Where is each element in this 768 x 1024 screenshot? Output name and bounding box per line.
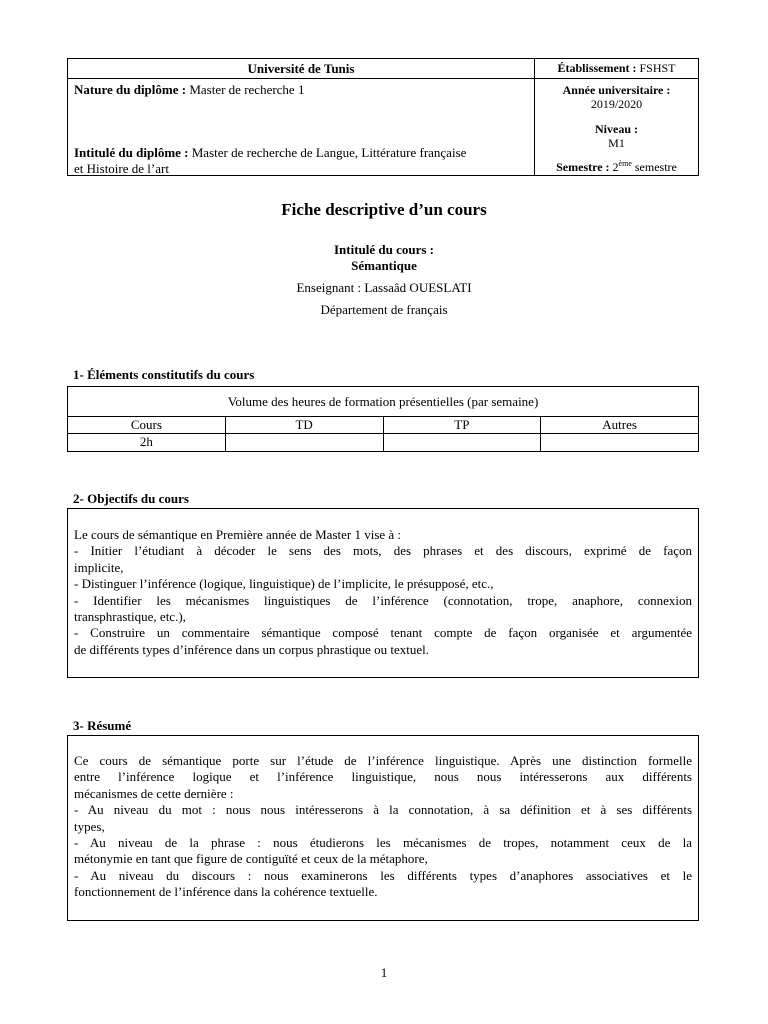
- resume-line: - Au niveau du mot : nous nous intéresserons à la connotation, à sa définition et à ses différents: [74, 802, 692, 818]
- resume-line: - Au niveau du discours : nous examinerons les différents types d’anaphores associatives et le: [74, 867, 692, 883]
- header-left: [68, 59, 535, 175]
- resume-line: mécanismes de cette dernière :: [74, 785, 234, 801]
- department: Département de français: [320, 302, 448, 317]
- objectif-line: - Identifier les mécanismes linguistiques de l’inférence (connotation, trope, anaphore, connexion: [74, 592, 692, 608]
- volume-header-row: [68, 417, 698, 434]
- section-2-title: 2- Objectifs du cours: [73, 491, 189, 506]
- section-3-title: 3- Résumé: [73, 718, 132, 733]
- objectif-line: Le cours de sémantique en Première année de Master 1 vise à :: [74, 527, 402, 542]
- val-tp: [384, 434, 542, 451]
- objectifs-box: [67, 508, 699, 678]
- resume-line: métonymie en tant que figure de contiguïté et ceux de la métaphore,: [74, 851, 428, 867]
- resume-line: fonctionnement de l’inférence dans la cohérence textuelle.: [74, 884, 378, 900]
- header-right: [535, 59, 698, 175]
- objectif-line: de différents types d’inférence dans un corpus phrastique ou textuel.: [74, 641, 429, 657]
- course-title-value: Sémantique: [351, 258, 417, 273]
- teacher: Enseignant : Lassaâd OUESLATI: [296, 280, 472, 295]
- val-autres: [541, 434, 698, 451]
- resume-line: - Au niveau de la phrase : nous étudierons les mécanismes de tropes, notamment ceux de la: [74, 835, 692, 851]
- volume-value-row: [68, 434, 698, 451]
- objectif-line: transphrastique, etc.),: [74, 609, 186, 625]
- volume-table-title: Volume des heures de formation présentielles (par semaine): [68, 387, 698, 417]
- volume-table: [67, 386, 699, 452]
- resume-line: entre l’inférence logique et l’inférence linguistique, nous nous intéresserons aux différents: [74, 769, 692, 785]
- semestre: Semestre : 2ème semestre: [556, 159, 677, 174]
- resume-line: Ce cours de sémantique porte sur l’étude de l’inférence linguistique. Après une distinction formelle: [74, 753, 692, 768]
- col-autres: Autres: [602, 417, 637, 432]
- nature-diplome: Nature du diplôme : Master de recherche 1: [74, 82, 305, 97]
- page-number: 1: [380, 965, 388, 980]
- resume-line: types,: [74, 818, 105, 834]
- resume-box: [67, 735, 699, 921]
- objectif-line: - Construire un commentaire sémantique composé tenant compte de façon organisée et argumentée: [74, 625, 692, 641]
- intitule-diplome: Intitulé du diplôme : Master de recherche de Langue, Littérature française et Histoire de l’art: [74, 145, 467, 176]
- objectif-line: - Distinguer l’inférence (logique, linguistique) de l’implicite, le présupposé, etc.,: [74, 576, 494, 592]
- objectif-line: - Initier l’étudiant à décoder le sens des mots, des phrases et des discours, exprimé de façon: [74, 543, 692, 559]
- header-table: [67, 58, 699, 176]
- annee-universitaire: Année universitaire : 2019/2020: [562, 83, 671, 111]
- objectifs-text: [74, 527, 692, 658]
- course-title-label: Intitulé du cours :: [333, 242, 435, 257]
- val-cours: 2h: [68, 434, 226, 451]
- niveau: Niveau : M1: [595, 122, 638, 150]
- etablissement: Établissement : FSHST: [535, 59, 698, 79]
- col-tp: TP: [384, 417, 542, 433]
- col-cours: Cours: [68, 417, 226, 433]
- university-name: Université de Tunis: [68, 59, 534, 79]
- val-td: [226, 434, 384, 451]
- col-td: TD: [226, 417, 384, 433]
- document-title: Fiche descriptive d’un cours: [281, 200, 487, 219]
- section-1-title: 1- Éléments constitutifs du cours: [73, 367, 255, 382]
- objectif-line: implicite,: [74, 559, 124, 575]
- resume-text: [74, 753, 692, 901]
